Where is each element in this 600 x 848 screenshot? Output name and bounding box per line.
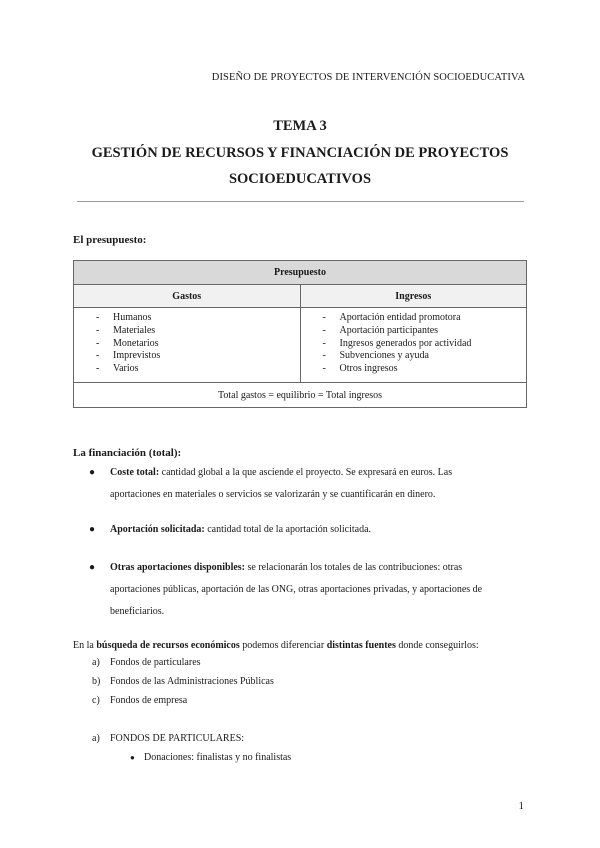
budget-table-caption: Presupuesto [74, 261, 527, 285]
gastos-list [74, 312, 300, 376]
tema-label: TEMA 3 [273, 118, 327, 134]
ingresos-list [301, 312, 527, 376]
list-item: - Varios [96, 363, 139, 375]
list-item: - Aportación participantes [322, 324, 439, 336]
financiacion-heading: La financiación (total): [73, 447, 182, 459]
bullet-icon: ● [89, 524, 96, 535]
page-title [72, 140, 528, 192]
gastos-column-header: Gastos [74, 285, 301, 308]
bullet-icon: ● [89, 467, 96, 478]
list-item-coste-total: ● Coste total: cantidad global a la que asciende el proyecto. Se expresará en euros. Las aportaciones en materiales o servicios se valorizarán y se cuantificarán en dinero. [92, 462, 528, 506]
list-item: - Imprevistos [96, 350, 161, 362]
list-item: - Subvenciones y ayuda [322, 350, 429, 362]
ingresos-column-header: Ingresos [300, 285, 527, 308]
page-title-line-2: SOCIOEDUCATIVOS [228, 171, 372, 187]
list-item: - Ingresos generados por actividad [322, 337, 472, 349]
running-header: DISEÑO DE PROYECTOS DE INTERVENCIÓN SOCIOEDUCATIVA [211, 72, 525, 83]
bullet-icon: ● [89, 562, 96, 573]
list-item-otras-aportaciones: ● Otras aportaciones disponibles: se relacionarán los totales de las contribuciones: otras aportaciones públicas, aportación de las ONG, otras aportaciones privadas, y aportaciones de beneficiarios. [92, 557, 528, 623]
budget-table [73, 260, 527, 408]
ingresos-list-cell [300, 308, 527, 383]
gastos-list-cell [74, 308, 301, 383]
budget-total-row: Total gastos = equilibrio = Total ingresos [74, 383, 527, 408]
particulares-donaciones-item: ● Donaciones: finalistas y no finalistas [130, 752, 292, 763]
page-number: 1 [518, 800, 524, 812]
fuente-item-c: c) Fondos de empresa [92, 695, 188, 706]
particulares-heading: a) FONDOS DE PARTICULARES: [92, 733, 245, 744]
presupuesto-heading: El presupuesto: [73, 234, 147, 246]
list-item-aportacion-solicitada: ● Aportación solicitada: cantidad total de la aportación solicitada. [92, 519, 528, 541]
busqueda-paragraph: En la búsqueda de recursos económicos podemos diferenciar distintas fuentes donde conseguirlos: [73, 640, 479, 651]
bullet-icon: ● [130, 753, 135, 762]
list-item: - Otros ingresos [322, 363, 398, 375]
list-item: - Materiales [96, 324, 156, 336]
page-title-line-1: GESTIÓN DE RECURSOS Y FINANCIACIÓN DE PROYECTOS [91, 145, 509, 161]
fuente-item-b: b) Fondos de las Administraciones Públicas [92, 676, 274, 687]
horizontal-divider [77, 201, 524, 202]
list-item: - Aportación entidad promotora [322, 312, 461, 323]
list-item: - Humanos [96, 312, 152, 323]
fuente-item-a: a) Fondos de particulares [92, 657, 201, 668]
title-block [72, 116, 528, 192]
list-item: - Monetarios [96, 337, 159, 349]
